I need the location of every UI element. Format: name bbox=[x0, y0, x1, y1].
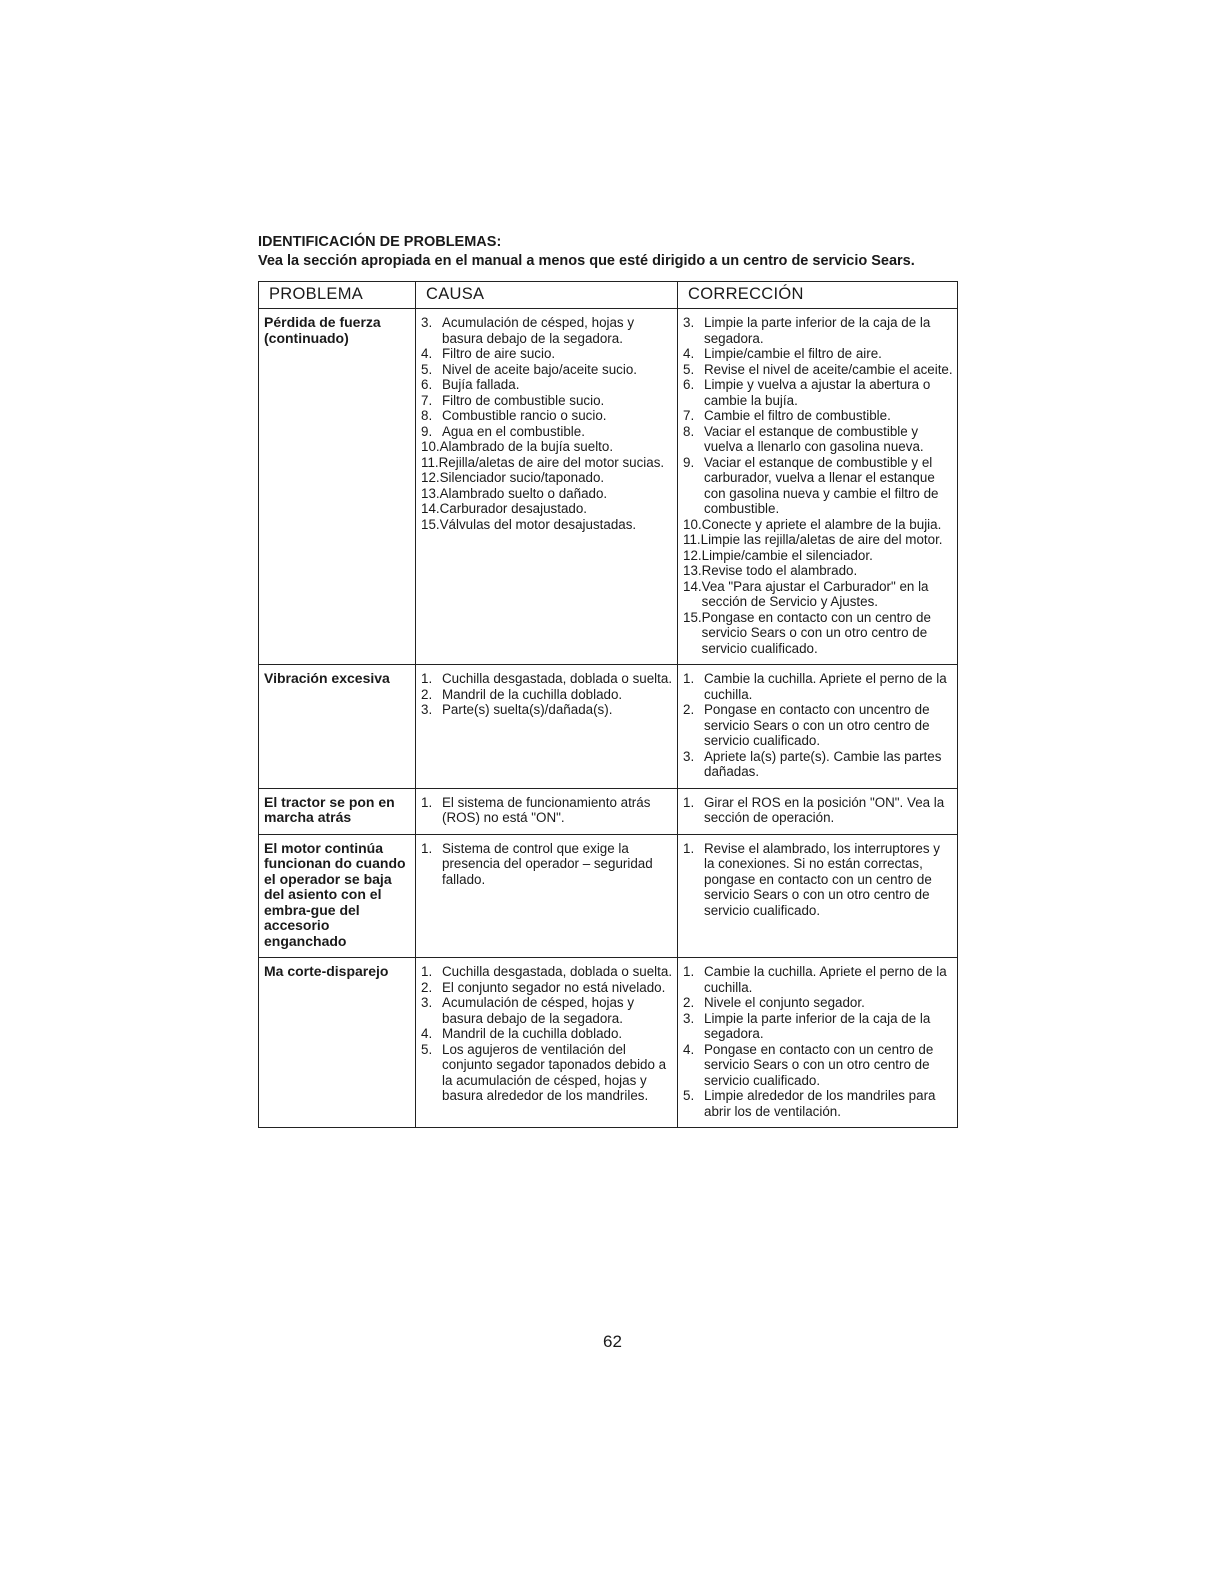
correction-cell bbox=[678, 788, 958, 834]
item-number: 3. bbox=[421, 315, 433, 330]
cause-text: Alambrado suelto o dañado. bbox=[439, 485, 608, 501]
item-number: 8. bbox=[683, 423, 695, 439]
list-item bbox=[421, 315, 673, 346]
item-number: 15. bbox=[421, 516, 440, 532]
problem-cell: El tractor se pon en marcha atrás bbox=[259, 788, 416, 834]
cause-text: Acumulación de césped, hojas y basura debajo de la segadora. bbox=[442, 315, 635, 346]
list-item bbox=[683, 346, 953, 362]
correction-text: Limpie la parte inferior de la caja de la segadora. bbox=[704, 315, 931, 346]
cause-cell bbox=[416, 958, 678, 1128]
cause-text: Rejilla/aletas de aire del motor sucias. bbox=[438, 454, 665, 470]
correction-cell bbox=[678, 665, 958, 789]
cause-text: El sistema de funcionamiento atrás (ROS) no está "ON". bbox=[442, 794, 651, 825]
cause-text: Combustible rancio o sucio. bbox=[442, 408, 607, 423]
correction-text: Revise el alambrado, los interruptores y la conexiones. Si no están correctas, pongase en contacto con un centro de servicio Sears o con un otro centro de servicio cualificado. bbox=[704, 840, 940, 918]
correction-text: Limpie la parte inferior de la caja de la segadora. bbox=[704, 1010, 931, 1041]
cause-list bbox=[421, 795, 673, 826]
list-item bbox=[683, 964, 953, 995]
table-row bbox=[259, 958, 958, 1128]
correction-text: Cambie el filtro de combustible. bbox=[704, 408, 891, 423]
correction-text: Limpie y vuelva a ajustar la abertura o cambie la bujía. bbox=[704, 377, 931, 408]
troubleshooting-table bbox=[258, 281, 958, 1128]
problem-cell: Vibración excesiva bbox=[259, 665, 416, 789]
list-item bbox=[421, 455, 673, 471]
correction-cell bbox=[678, 309, 958, 665]
list-item bbox=[683, 671, 953, 702]
list-item bbox=[683, 579, 953, 610]
correction-text: Limpie las rejilla/aletas de aire del motor. bbox=[700, 532, 943, 547]
cause-list bbox=[421, 964, 673, 1104]
list-item bbox=[683, 315, 953, 346]
list-item bbox=[683, 408, 953, 424]
cause-list bbox=[421, 841, 673, 888]
list-item bbox=[683, 377, 953, 408]
item-number: 7. bbox=[683, 408, 695, 423]
cause-text: Nivel de aceite bajo/aceite sucio. bbox=[442, 361, 638, 377]
item-number: 13. bbox=[421, 485, 440, 501]
list-item bbox=[421, 362, 673, 378]
correction-list bbox=[683, 795, 953, 826]
item-number: 4. bbox=[683, 346, 695, 361]
table-row bbox=[259, 665, 958, 789]
table-row bbox=[259, 309, 958, 665]
cause-cell bbox=[416, 788, 678, 834]
item-number: 2. bbox=[421, 686, 433, 702]
item-number: 8. bbox=[421, 408, 433, 423]
correction-cell bbox=[678, 958, 958, 1128]
cause-text: Agua en el combustible. bbox=[442, 423, 585, 439]
list-item bbox=[421, 486, 673, 502]
correction-text: Limpie/cambie el silenciador. bbox=[701, 547, 873, 563]
list-item bbox=[421, 1026, 673, 1042]
item-number: 2. bbox=[421, 979, 433, 995]
list-item bbox=[683, 841, 953, 919]
cause-text: Acumulación de césped, hojas y basura debajo de la segadora. bbox=[442, 995, 635, 1026]
correction-list bbox=[683, 964, 953, 1119]
item-number: 12. bbox=[683, 547, 702, 563]
list-item bbox=[683, 702, 953, 749]
correction-list bbox=[683, 315, 953, 656]
item-number: 1. bbox=[421, 794, 433, 810]
list-item bbox=[421, 841, 673, 888]
list-item bbox=[683, 548, 953, 564]
item-number: 7. bbox=[421, 392, 433, 408]
table-row bbox=[259, 788, 958, 834]
item-number: 4. bbox=[683, 1041, 695, 1057]
list-item bbox=[421, 346, 673, 362]
item-number: 11. bbox=[421, 454, 439, 470]
list-item bbox=[683, 424, 953, 455]
item-number: 1. bbox=[421, 671, 433, 686]
correction-text: Pongase en contacto con uncentro de servicio Sears o con un otro centro de servicio cualificado. bbox=[704, 702, 930, 748]
list-item bbox=[421, 702, 673, 718]
cause-text: Parte(s) suelta(s)/dañada(s). bbox=[442, 702, 613, 717]
correction-text: Vaciar el estanque de combustible y el carburador, vuelva a llenar el estanque con gasolina nueva y cambie el filtro de combustible. bbox=[704, 454, 939, 516]
list-item bbox=[683, 610, 953, 657]
item-number: 11. bbox=[683, 532, 701, 547]
correction-text: Apriete la(s) parte(s). Cambie las partes dañadas. bbox=[704, 748, 942, 779]
correction-text: Pongase en contacto con un centro de servicio Sears o con un otro centro de servicio cualificado. bbox=[704, 1041, 934, 1088]
correction-text: Limpie alrededor de los mandriles para abrir los de ventilación. bbox=[704, 1088, 936, 1119]
item-number: 1. bbox=[683, 671, 695, 686]
cause-text: Cuchilla desgastada, doblada o suelta. bbox=[442, 964, 673, 979]
item-number: 1. bbox=[683, 794, 695, 810]
cause-text: Silenciador sucio/taponado. bbox=[439, 470, 605, 485]
item-number: 5. bbox=[683, 361, 695, 377]
header-problem: PROBLEMA bbox=[259, 282, 416, 309]
item-number: 12. bbox=[421, 470, 440, 485]
item-number: 6. bbox=[683, 377, 695, 392]
list-item bbox=[421, 687, 673, 703]
item-number: 6. bbox=[421, 377, 433, 392]
item-number: 2. bbox=[683, 702, 695, 717]
list-item bbox=[421, 439, 673, 455]
item-number: 3. bbox=[683, 315, 695, 330]
cause-text: Cuchilla desgastada, doblada o suelta. bbox=[442, 671, 673, 686]
item-number: 3. bbox=[421, 702, 433, 717]
list-item bbox=[683, 1011, 953, 1042]
list-item bbox=[683, 532, 953, 548]
list-item bbox=[683, 362, 953, 378]
cause-cell bbox=[416, 834, 678, 958]
item-number: 9. bbox=[683, 454, 695, 470]
correction-text: Revise todo el alambrado. bbox=[701, 563, 858, 578]
correction-text: Nivele el conjunto segador. bbox=[704, 995, 865, 1010]
item-number: 3. bbox=[421, 995, 433, 1010]
list-item bbox=[421, 377, 673, 393]
list-item bbox=[683, 749, 953, 780]
correction-text: Limpie/cambie el filtro de aire. bbox=[704, 346, 882, 361]
table-header-row bbox=[259, 282, 958, 309]
item-number: 14. bbox=[421, 501, 440, 516]
correction-list bbox=[683, 671, 953, 780]
correction-cell bbox=[678, 834, 958, 958]
correction-text: Vaciar el estanque de combustible y vuelva a llenarlo con gasolina nueva. bbox=[704, 423, 924, 454]
cause-list bbox=[421, 671, 673, 718]
cause-text: Válvulas del motor desajustadas. bbox=[439, 516, 637, 532]
list-item bbox=[421, 671, 673, 687]
item-number: 1. bbox=[421, 840, 433, 856]
list-item bbox=[683, 563, 953, 579]
item-number: 9. bbox=[421, 423, 433, 439]
item-number: 15. bbox=[683, 609, 702, 625]
item-number: 10. bbox=[683, 516, 702, 532]
item-number: 13. bbox=[683, 563, 702, 578]
header-cause: CAUSA bbox=[416, 282, 678, 309]
item-number: 5. bbox=[683, 1088, 695, 1103]
cause-text: Sistema de control que exige la presencia del operador – seguridad fallado. bbox=[442, 840, 653, 887]
problem-cell: Ma corte-disparejo bbox=[259, 958, 416, 1128]
cause-text: Filtro de aire sucio. bbox=[442, 346, 556, 361]
correction-text: Pongase en contacto con un centro de servicio Sears o con un otro centro de servicio cualificado. bbox=[701, 609, 931, 656]
list-item bbox=[421, 980, 673, 996]
list-item bbox=[421, 795, 673, 826]
item-number: 3. bbox=[683, 1010, 695, 1026]
cause-text: Alambrado de la bujía suelto. bbox=[439, 439, 614, 454]
cause-cell bbox=[416, 309, 678, 665]
cause-text: Mandril de la cuchilla doblado. bbox=[442, 686, 623, 702]
cause-text: Mandril de la cuchilla doblado. bbox=[442, 1026, 623, 1041]
item-number: 4. bbox=[421, 346, 433, 361]
correction-text: Vea "Para ajustar el Carburador" en la sección de Servicio y Ajustes. bbox=[701, 578, 929, 609]
cause-text: Bujía fallada. bbox=[442, 377, 520, 392]
section-subtitle: Vea la sección apropiada en el manual a menos que esté dirigido a un centro de servicio Sears. bbox=[258, 253, 915, 269]
problem-cell: Pérdida de fuerza (continuado) bbox=[259, 309, 416, 665]
page-number: 62 bbox=[603, 1332, 622, 1351]
item-number: 1. bbox=[683, 964, 695, 979]
item-number: 3. bbox=[683, 748, 695, 764]
item-number: 14. bbox=[683, 578, 702, 594]
correction-text: Girar el ROS en la posición "ON". Vea la sección de operación. bbox=[704, 794, 945, 825]
list-item bbox=[683, 795, 953, 826]
item-number: 5. bbox=[421, 1041, 433, 1057]
item-number: 2. bbox=[683, 995, 695, 1010]
header-correction: CORRECCIÓN bbox=[678, 282, 958, 309]
list-item bbox=[421, 408, 673, 424]
list-item bbox=[421, 424, 673, 440]
correction-text: Revise el nivel de aceite/cambie el aceite. bbox=[704, 361, 953, 377]
item-number: 4. bbox=[421, 1026, 433, 1041]
list-item bbox=[683, 517, 953, 533]
list-item bbox=[683, 995, 953, 1011]
list-item bbox=[421, 964, 673, 980]
list-item bbox=[421, 470, 673, 486]
table-row bbox=[259, 834, 958, 958]
cause-list bbox=[421, 315, 673, 532]
page-heading bbox=[258, 234, 958, 270]
item-number: 5. bbox=[421, 361, 433, 377]
correction-text: Cambie la cuchilla. Apriete el perno de la cuchilla. bbox=[704, 671, 947, 702]
table-body bbox=[259, 309, 958, 1128]
cause-cell bbox=[416, 665, 678, 789]
list-item bbox=[421, 517, 673, 533]
item-number: 1. bbox=[683, 840, 695, 856]
list-item bbox=[421, 393, 673, 409]
correction-list bbox=[683, 841, 953, 919]
list-item bbox=[683, 455, 953, 517]
correction-text: Cambie la cuchilla. Apriete el perno de la cuchilla. bbox=[704, 964, 947, 995]
list-item bbox=[421, 501, 673, 517]
item-number: 10. bbox=[421, 439, 440, 454]
problem-cell: El motor continúa funcionan do cuando el operador se baja del asiento con el embra-gue del accesorio enganchado bbox=[259, 834, 416, 958]
section-title: IDENTIFICACIÓN DE PROBLEMAS: bbox=[258, 234, 502, 250]
list-item bbox=[421, 995, 673, 1026]
list-item bbox=[421, 1042, 673, 1104]
list-item bbox=[683, 1088, 953, 1119]
item-number: 1. bbox=[421, 964, 433, 979]
cause-text: Filtro de combustible sucio. bbox=[442, 392, 605, 408]
cause-text: Los agujeros de ventilación del conjunto segador taponados debido a la acumulación de césped, hojas y basura alrededor de los mandriles. bbox=[442, 1041, 667, 1103]
cause-text: El conjunto segador no está nivelado. bbox=[442, 979, 666, 995]
list-item bbox=[683, 1042, 953, 1089]
cause-text: Carburador desajustado. bbox=[439, 501, 588, 516]
correction-text: Conecte y apriete el alambre de la bujia. bbox=[701, 516, 942, 532]
